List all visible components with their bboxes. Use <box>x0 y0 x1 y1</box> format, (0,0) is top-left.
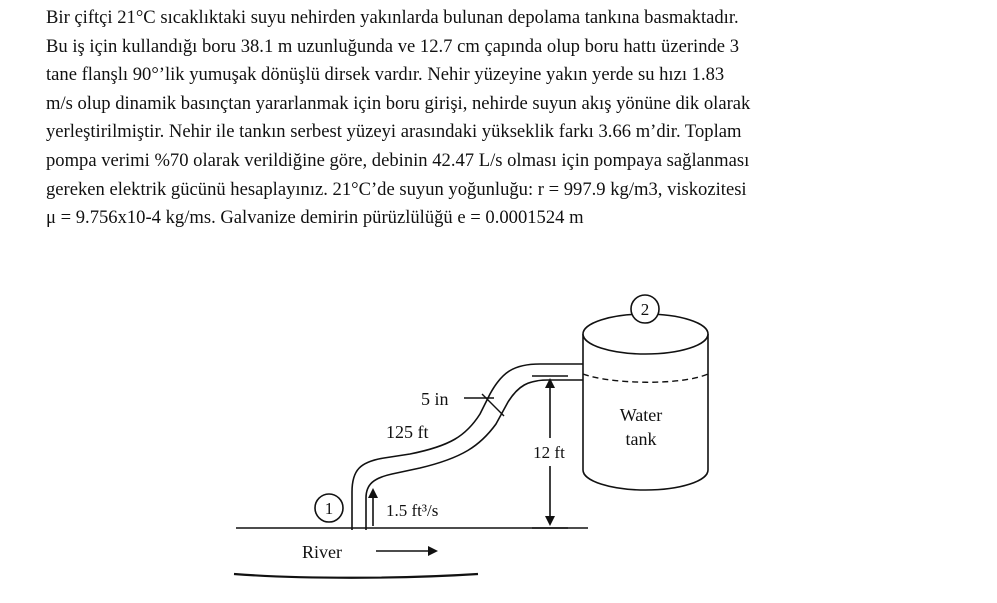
problem-line-7: gereken elektrik gücünü hesaplayınız. 21°C’de suyun yoğunluğu: r = 997.9 kg/m3, viskozitesi <box>46 178 747 200</box>
problem-line-6: pompa verimi %70 olarak verildiğine göre, debinin 42.47 L/s olması için pompaya sağlanması <box>46 149 750 171</box>
tank-water-surface <box>583 374 708 382</box>
river-bed-line <box>234 574 478 578</box>
problem-line-3: tane flanşlı 90°’lik yumuşak dönüşlü dirsek vardır. Nehir yüzeyine yakın yerde su hızı 1.83 <box>46 64 725 86</box>
problem-line-1: Bir çiftçi 21°C sıcaklıktaki suyu nehirden yakınlarda bulunan depolama tankına basmaktadır. <box>46 7 739 28</box>
tank-bottom <box>583 470 708 490</box>
flow-rate-label: 1.5 ft³/s <box>386 501 439 520</box>
point-1-label: 1 <box>324 499 334 518</box>
tank-label-line2: tank <box>625 429 657 449</box>
height-label: 12 ft <box>533 443 565 462</box>
pipe-length-label: 125 ft <box>386 422 429 442</box>
point-2-label: 2 <box>640 300 650 319</box>
river-label: River <box>302 542 342 562</box>
pipe-diameter-label: 5 in <box>421 389 449 409</box>
problem-line-5: yerleştirilmiştir. Nehir ile tankın serbest yüzeyi arasındaki yükseklik farkı 3.66 m’dir. Toplam <box>46 121 742 143</box>
problem-line-8: μ = 9.756x10-4 kg/ms. Galvanize demirin pürüzlülüğü e = 0.0001524 m <box>46 207 584 229</box>
problem-line-2: Bu iş için kullandığı boru 38.1 m uzunluğunda ve 12.7 cm çapında olup boru hattı üzerinde 3 <box>46 35 739 57</box>
tank-label-line1: Water <box>619 405 663 425</box>
problem-line-4: m/s olup dinamik basınçtan yararlanmak için boru girişi, nehirde suyun akış yönüne dik olarak <box>46 92 751 114</box>
